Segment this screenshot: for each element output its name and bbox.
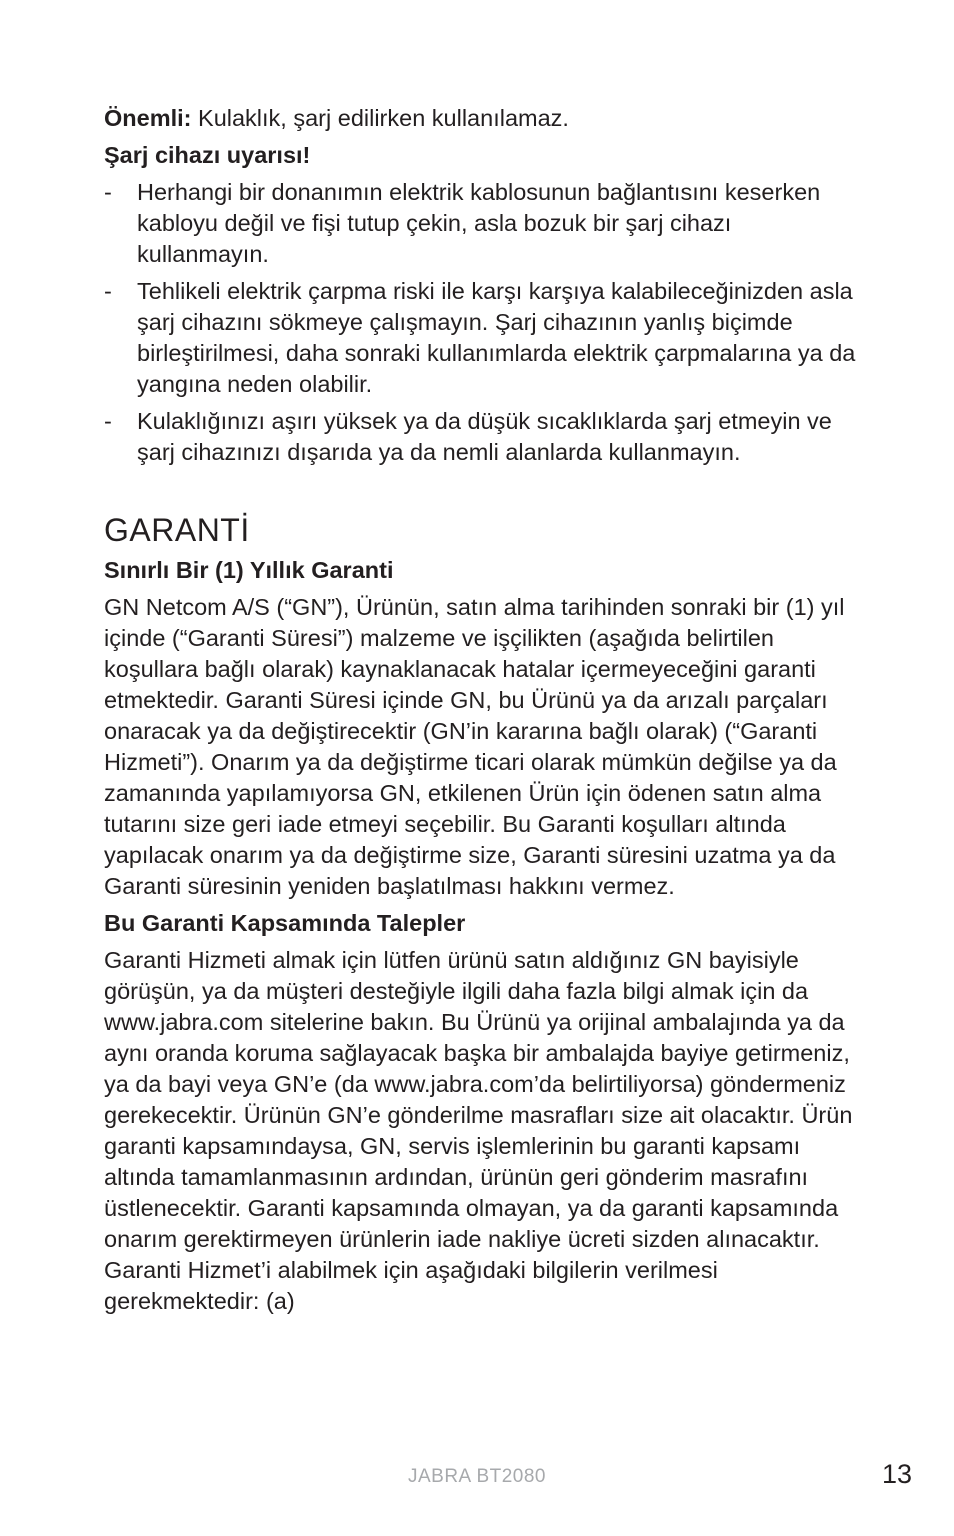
warranty-claims-text: Garanti Hizmeti almak için lütfen ürünü satın aldığınız GN bayisiyle görüşün, ya da müşteri desteğiyle ilgili daha fazla bilgi almak için da www.jabra.com sitelerine bakın. Bu Ürünü ya orijinal ambalajında ya da aynı oranda koruma sağlayacak başka bir ambalajda bayiye getirmeniz, ya da bayi veya GN’e (da www.jabra.com’da belirtiliyorsa) göndermeniz gerekecektir. Ürünün GN’e gönderilme masrafları size ait olacaktır. Ürün garanti kapsamındaysa, GN, servis işlemlerinin bu garanti kapsamı altında tamamlanmasının ardından, ürünün geri gönderim masrafını üstlenecektir. Garanti kapsamında olmayan, ya da garanti kapsamında onarım gerektirmeyen ürünlerin iade nakliye ücreti sizden alınacaktır. Garanti Hizmet’i alabilmek için aşağıdaki bilgilerin verilmesi gerekmektedir: (a) — [104, 947, 853, 1314]
list-item-text: Kulaklığınızı aşırı yüksek ya da düşük sıcaklıklarda şarj etmeyin ve şarj cihazınızı dışarıda ya da nemli alanlarda kullanmayın. — [137, 408, 832, 465]
charger-warning-title: Şarj cihazı uyarısı! — [104, 142, 311, 168]
charger-warning-list — [104, 177, 864, 468]
document-page — [104, 103, 864, 1323]
warranty-claims-title: Bu Garanti Kapsamında Talepler — [104, 910, 466, 936]
dash-bullet: - — [104, 179, 112, 205]
dash-bullet: - — [104, 278, 112, 304]
page-number: 13 — [881, 1459, 912, 1489]
warranty-section-title: GARANTİ — [104, 512, 250, 548]
list-item-text: Tehlikeli elektrik çarpma riski ile karşı karşıya kalabileceğinizden asla şarj cihazını sökmeye çalışmayın. Şarj cihazının yanlış biçimde birleştirilmesi, daha sonraki kullanımlarda elektrik çarpmalarına ya da yangına neden olabilir. — [137, 278, 856, 397]
important-note — [104, 103, 864, 134]
important-label: Önemli: — [104, 105, 192, 131]
limited-warranty-title: Sınırlı Bir (1) Yıllık Garanti — [104, 557, 394, 583]
list-item — [104, 177, 864, 270]
list-item — [104, 276, 864, 400]
list-item-text: Herhangi bir donanımın elektrik kablosunun bağlantısını keserken kabloyu değil ve fişi tutup çekin, asla bozuk bir şarj cihazı kullanmayın. — [137, 179, 821, 267]
list-item — [104, 406, 864, 468]
important-text: Kulaklık, şarj edilirken kullanılamaz. — [191, 105, 569, 131]
dash-bullet: - — [104, 408, 112, 434]
footer-product-name: JABRA BT2080 — [407, 1466, 547, 1487]
limited-warranty-text: GN Netcom A/S (“GN”), Ürünün, satın alma tarihinden sonraki bir (1) yıl içinde (“Garanti Süresi”) malzeme ve işçilikten (aşağıda belirtilen koşullara bağlı olarak) kaynaklanacak hatalar içermeyeceğini garanti etmektedir. Garanti Süresi içinde GN, bu Ürünü ya da arızalı parçaları onaracak ya da değiştirecektir (GN’in kararına bağlı olarak) (“Garanti Hizmeti”). Onarım ya da değiştirme ticari olarak mümkün değilse ya da zamanında yapılamıyorsa GN, etkilenen Ürün için ödenen satın alma tutarını size geri iade etmeyi seçebilir. Bu Garanti koşulları altında yapılacak onarım ya da değiştirme size, Garanti süresini uzatma ya da Garanti süresinin yeniden başlatılması hakkını vermez. — [104, 594, 845, 899]
